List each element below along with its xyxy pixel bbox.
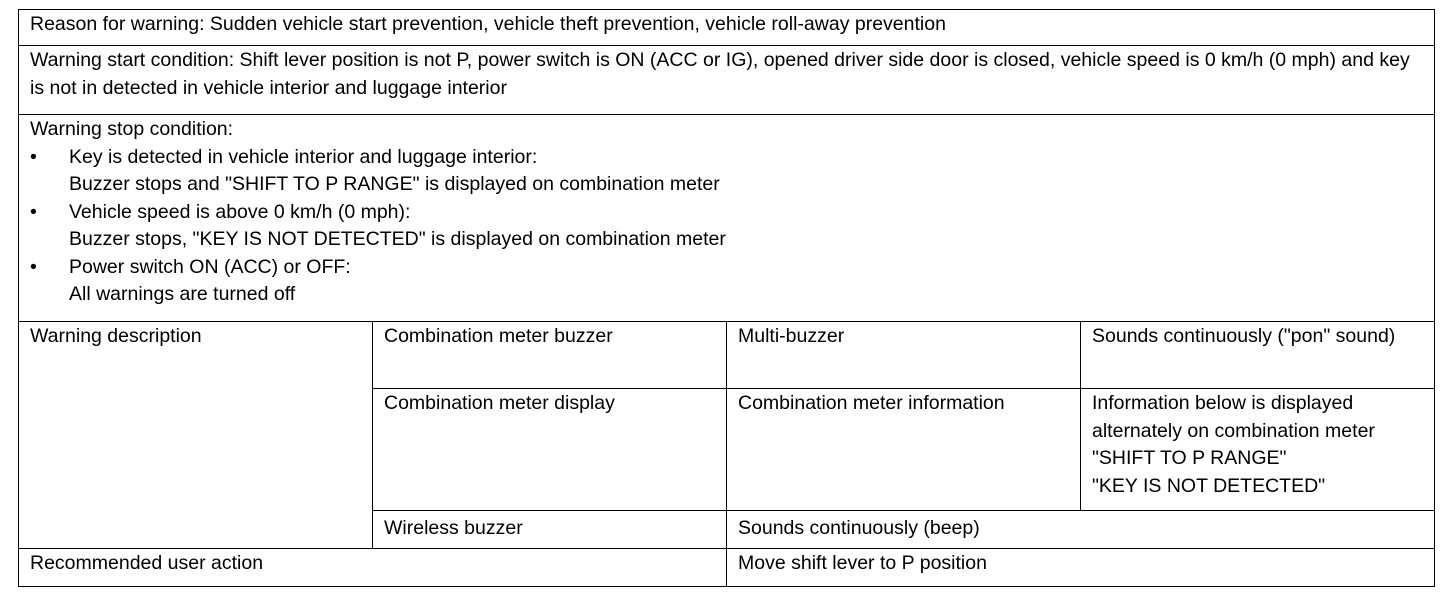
start-condition-cell: Warning start condition: Shift lever position is not P, power switch is ON (ACC or IG), opened driver side door is closed, vehicle speed is 0 km/h (0 mph) and key is not in detected in vehicle interior and luggage interior [19,46,1435,115]
bullet-icon: • [30,145,37,168]
warning-description-label: Warning description [19,322,373,549]
warning-behavior-cell: Sounds continuously (beep) [727,511,1435,549]
reason-row [19,10,1435,46]
warning-behavior-cell [1081,389,1435,511]
warning-behavior-line: Information below is displayed alternately on combination meter [1092,392,1375,442]
start-condition-row [19,46,1435,115]
stop-condition-item [30,199,1424,254]
stop-condition-item-result: All warnings are turned off [69,283,296,305]
stop-condition-row [19,115,1435,322]
warning-spec-table [18,9,1435,587]
bullet-icon: • [30,200,37,223]
stop-condition-item [30,144,1424,199]
stop-condition-item [30,254,1424,309]
warning-device-cell: Wireless buzzer [373,511,727,549]
recommended-action-row [19,549,1435,587]
stop-condition-item-line: Key is detected in vehicle interior and luggage interior: [69,145,538,168]
warning-behavior-line: "SHIFT TO P RANGE" [1092,447,1287,469]
recommended-action-value: Move shift lever to P position [727,549,1435,587]
stop-condition-cell [19,115,1435,322]
bullet-icon: • [30,255,37,278]
stop-condition-heading: Warning stop condition: [30,118,234,140]
recommended-action-label: Recommended user action [19,549,727,587]
warning-type-cell: Combination meter information [727,389,1081,511]
stop-condition-item-result: Buzzer stops and "SHIFT TO P RANGE" is displayed on combination meter [69,173,720,195]
stop-condition-item-result: Buzzer stops, "KEY IS NOT DETECTED" is displayed on combination meter [69,228,726,250]
warning-device-cell: Combination meter buzzer [373,322,727,389]
stop-condition-item-line: Power switch ON (ACC) or OFF: [69,255,351,278]
stop-condition-item-line: Vehicle speed is above 0 km/h (0 mph): [69,200,411,223]
warning-description-row [19,322,1435,389]
warning-type-cell: Multi-buzzer [727,322,1081,389]
reason-cell: Reason for warning: Sudden vehicle start prevention, vehicle theft prevention, vehicle roll-away prevention [19,10,1435,46]
warning-behavior-cell: Sounds continuously ("pon" sound) [1081,322,1435,389]
warning-behavior-line: "KEY IS NOT DETECTED" [1092,474,1326,497]
warning-device-cell: Combination meter display [373,389,727,511]
stop-condition-list [30,144,1424,309]
